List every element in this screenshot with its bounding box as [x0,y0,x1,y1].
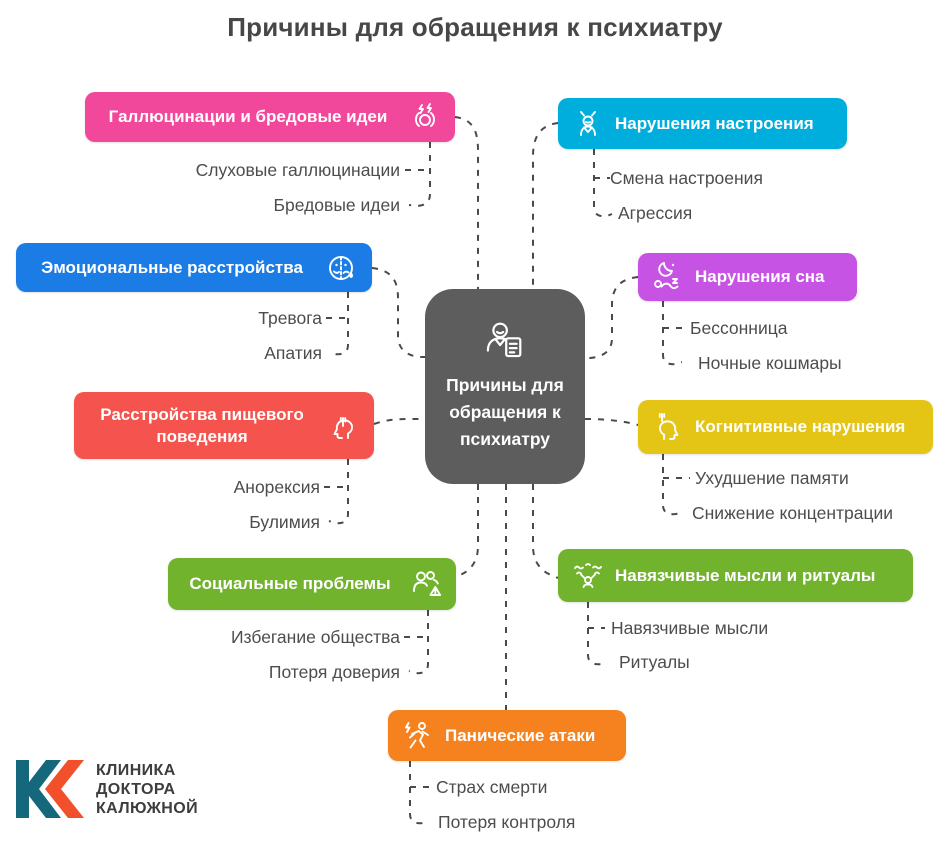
sub-item-hallucinations-1: Слуховые галлюцинации [195,160,400,180]
logo-line: КЛИНИКА [96,761,176,779]
clinic-logo [16,760,198,818]
connector-center-eating [374,419,425,424]
branch-label: Галлюцинации и бредовые идеи [108,107,388,127]
sub-item-sleep-1: Бессонница [690,318,788,338]
logo-line: ДОКТОРА [96,780,176,798]
connector-social-children [409,610,428,673]
branch-hallucinations [85,92,455,142]
branch-label: Нарушения настроения [615,113,814,133]
branch-eating [74,392,374,459]
central-topic-label: Причины для обращения к психиатру [446,374,564,450]
sub-item-panic-1: Страх смерти [436,777,548,797]
branch-label: Эмоциональные расстройства [41,257,303,277]
sub-item-cognitive-2: Снижение концентрации [692,503,894,523]
connector-ocd-children [588,602,607,664]
sub-item-panic-2: Потеря контроля [438,812,576,832]
branch-sleep [638,253,857,301]
connector-eating-children [329,459,348,523]
head-fork-icon [327,409,361,443]
branch-panic [388,710,626,761]
stress-person-icon [571,559,605,593]
sub-item-eating-2: Булимия [249,512,320,532]
head-cutlery-icon [651,410,685,444]
sub-item-sleep-2: Ночные кошмары [698,353,842,373]
connector-sleep-children [663,301,682,364]
branch-label: Расстройства пищевого поведения [100,405,304,446]
sub-item-ocd-1: Навязчивые мысли [611,618,769,638]
sub-item-ocd-2: Ритуалы [619,652,690,672]
connector-center-hallucinations [455,117,478,289]
branch-ocd [558,549,913,602]
sub-item-social-2: Потеря доверия [268,662,400,682]
sub-item-social-1: Избегание общества [230,627,400,647]
connector-center-ocd [533,484,558,578]
logo-line: КАЛЮЖНОЙ [96,799,199,817]
running-bolt-icon [401,719,435,753]
branch-label: Панические атаки [445,725,596,745]
people-warning-icon [409,567,443,601]
head-lightning-icon [408,100,442,134]
branch-emotional [16,243,372,292]
sub-item-hallucinations-2: Бредовые идеи [273,195,400,215]
central-topic-node [425,289,585,484]
sub-item-cognitive-1: Ухудшение памяти [695,468,849,488]
dizzy-person-icon [571,107,605,141]
connector-center-mood [533,123,558,289]
clinic-logo-text [96,761,198,818]
branch-label: Социальные проблемы [189,574,391,594]
sub-item-eating-1: Анорексия [233,477,320,497]
sub-item-emotional-2: Апатия [264,343,322,363]
branch-cognitive [638,400,933,454]
branch-label: Когнитивные нарушения [695,417,906,437]
branch-label: Навязчивые мысли и ритуалы [615,565,876,585]
connector-panic-children [410,761,429,823]
branch-social [168,558,456,610]
clinic-logo-mark [16,760,84,818]
connector-emotional-children [329,292,348,354]
branch-label: Нарушения сна [695,267,825,287]
connector-center-social [456,484,478,578]
split-face-icon [325,251,359,285]
connector-center-cognitive [585,419,638,425]
moon-sleep-icon [651,260,685,294]
connector-center-emotional [372,268,425,357]
sub-item-mood-2: Агрессия [618,203,693,223]
connector-cognitive-children [663,454,682,514]
page-title: Причины для обращения к психиатру [227,12,723,42]
branch-mood [558,98,847,149]
sub-item-mood-1: Смена настроения [610,168,763,188]
connector-hallucinations-children [409,142,430,206]
connector-center-sleep [585,277,638,358]
sub-item-emotional-1: Тревога [258,308,322,328]
psychiatrist-consult-icon [479,320,531,364]
